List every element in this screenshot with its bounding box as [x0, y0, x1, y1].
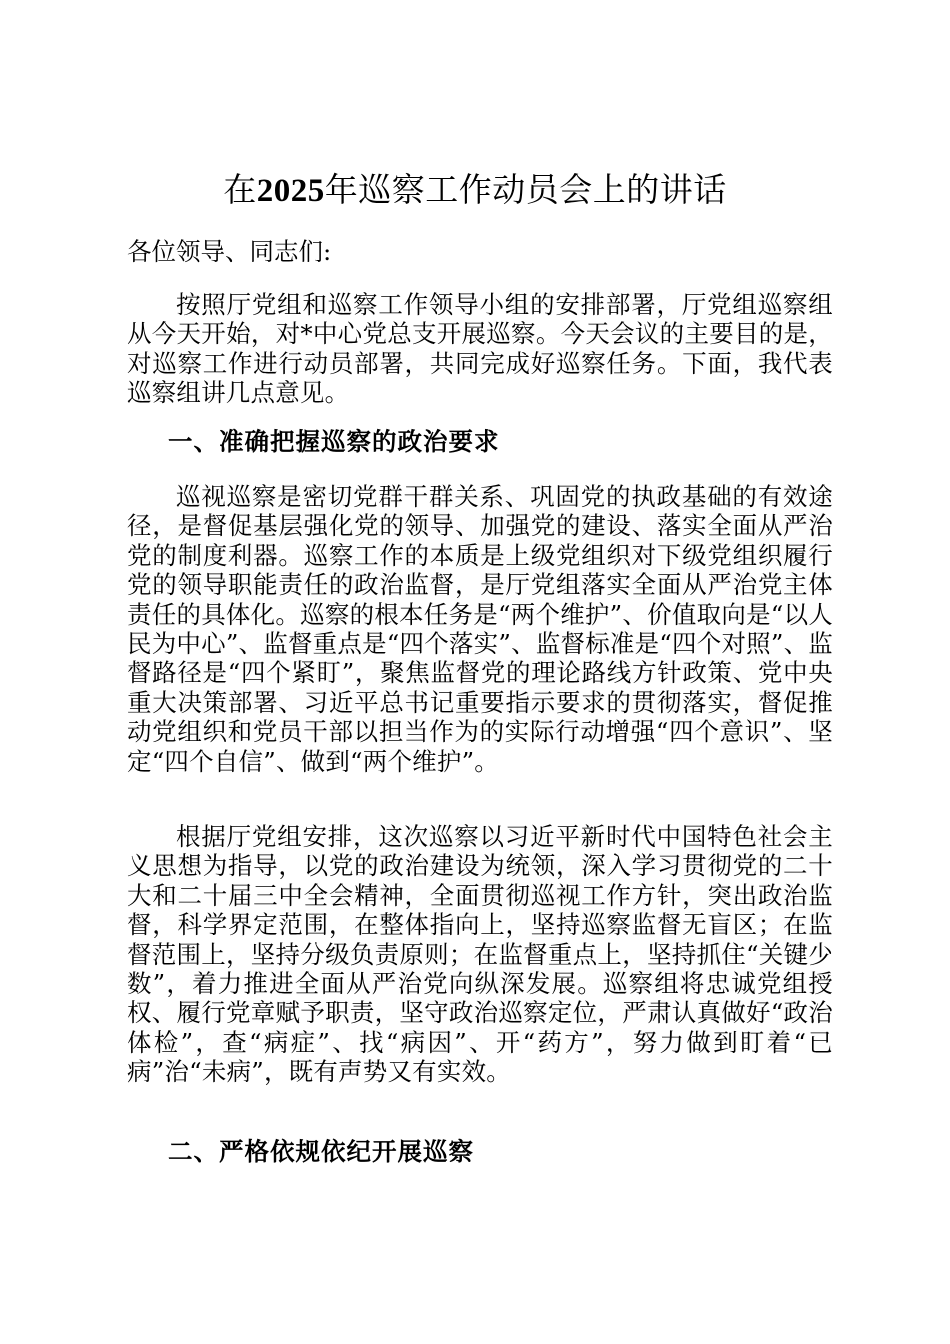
paragraph-political-requirements: 巡视巡察是密切党群干群关系、巩固党的执政基础的有效途径，是督促基层强化党的领导、加强党的建设、落实全面从严治党的制度利器。巡察工作的本质是上级党组织对下级党组织履行党的领导职能责任的政治监督，是厅党组落实全面从严治党主体责任的具体化。巡察的根本任务是“两个维护”、价值取向是“以人民为中心”、监督重点是“四个落实”、监督标准是“四个对照”、监督路径是“四个紧盯”，聚焦监督党的理论路线方针政策、党中央重大决策部署、习近平总书记重要指示要求的贯彻落实，督促推动党组织和党员干部以担当作为的实际行动增强“四个意识”、坚定“四个自信”、做到“两个维护”。: [127, 482, 833, 776]
salutation: 各位领导、同志们:: [127, 237, 332, 266]
paragraph-arrangement: 根据厅党组安排，这次巡察以习近平新时代中国特色社会主义思想为指导，以党的政治建设为统领，深入学习贯彻党的二十大和二十届三中全会精神，全面贯彻巡视工作方针，突出政治监督，科学界定范围，在整体指向上，坚持巡察监督无盲区；在监督范围上，坚持分级负责原则；在监督重点上，坚持抓住“关键少数”，着力推进全面从严治党向纵深发展。巡察组将忠诚党组授权、履行党章赋予职责，坚守政治巡察定位，严肃认真做好“政治体检”，查“病症”、找“病因”、开“药方”，努力做到盯着“已病”治“未病”，既有声势又有实效。: [127, 822, 833, 1087]
paragraph-intro: 按照厅党组和巡察工作领导小组的安排部署，厅党组巡察组从今天开始，对*中心党总支开展巡察。今天会议的主要目的是，对巡察工作进行动员部署，共同完成好巡察任务。下面，我代表巡察组讲几点意见。: [127, 290, 833, 408]
section-heading-2: 二、严格依规依纪开展巡察: [168, 1137, 474, 1166]
title-prefix: 在: [223, 170, 257, 209]
section-heading-1: 一、准确把握巡察的政治要求: [168, 427, 500, 456]
title-suffix: 年巡察工作动员会上的讲话: [324, 170, 727, 209]
title-year: 2025: [256, 173, 325, 209]
document-title: [0, 166, 950, 215]
